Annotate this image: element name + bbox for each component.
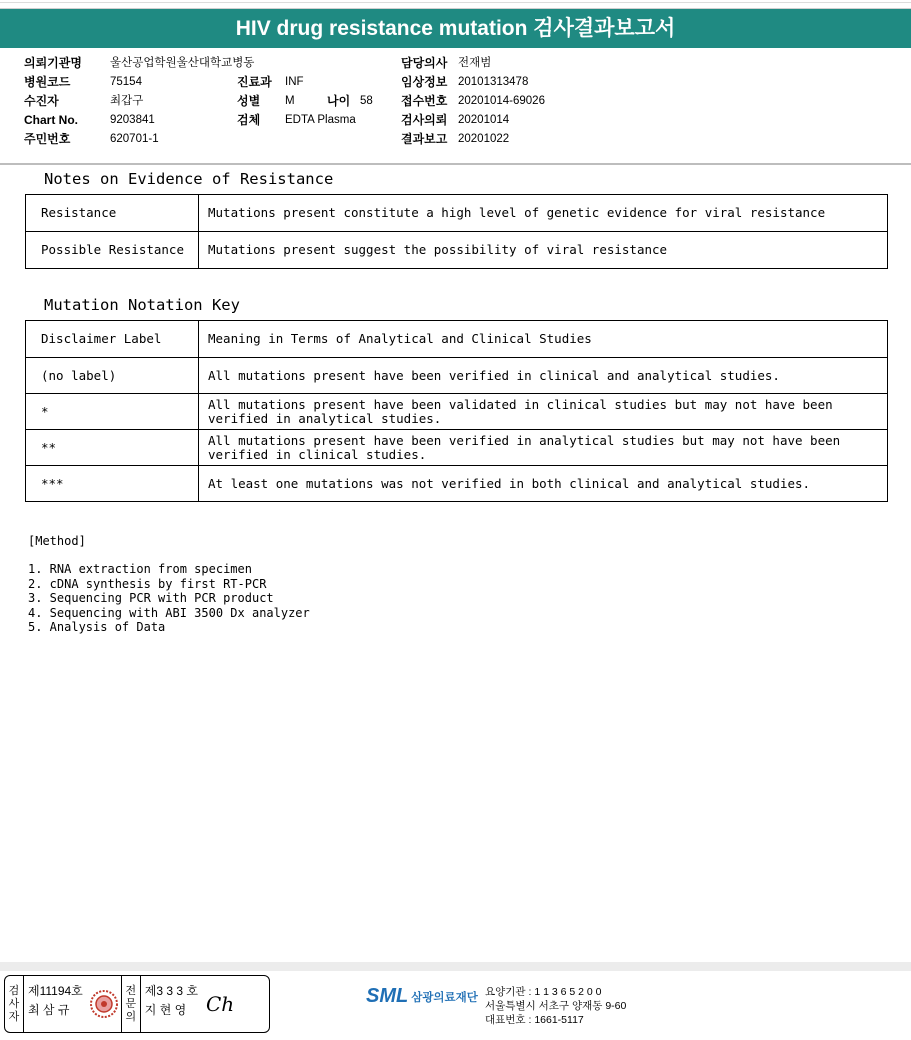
label-sex: 성별 bbox=[237, 94, 261, 108]
value-age: 58 bbox=[360, 95, 373, 107]
label-clinical-info: 임상정보 bbox=[401, 75, 448, 89]
seal-icon bbox=[87, 976, 122, 1032]
notation-text: All mutations present have been validated in clinical studies but may not have been verified in analytical studies. bbox=[199, 394, 888, 430]
notation-table bbox=[25, 320, 888, 502]
examiner-info bbox=[24, 976, 87, 1032]
specialist-name: 지 현 영 bbox=[144, 1003, 187, 1017]
notation-label: (no label) bbox=[26, 358, 199, 394]
table-row bbox=[26, 358, 888, 394]
org-phone: 대표번호 : 1661-5117 bbox=[485, 1014, 584, 1026]
notation-text: At least one mutations was not verified in both clinical and analytical studies. bbox=[199, 466, 888, 502]
value-patient: 최갑구 bbox=[110, 95, 144, 107]
notation-header-label: Disclaimer Label bbox=[26, 321, 199, 358]
sml-org-name: 삼광의료재단 bbox=[411, 991, 478, 1004]
value-sex: M bbox=[285, 95, 295, 107]
value-receipt-no: 20201014-69026 bbox=[458, 95, 545, 107]
table-row bbox=[26, 466, 888, 502]
evidence-label: Resistance bbox=[26, 195, 199, 232]
examiner-name: 최 삼 규 bbox=[28, 1003, 70, 1017]
value-clinical-info: 20101313478 bbox=[458, 76, 529, 88]
label-age: 나이 bbox=[327, 94, 351, 108]
method-step: 2. cDNA synthesis by first RT-PCR bbox=[28, 576, 267, 591]
label-receipt-no: 접수번호 bbox=[401, 94, 448, 108]
org-code: 요양기관 : 1 1 3 6 5 2 0 0 bbox=[485, 986, 602, 998]
signature-text: Ch bbox=[206, 992, 235, 1016]
value-department: INF bbox=[285, 76, 304, 88]
org-address: 서울특별시 서초구 양재동 9-60 bbox=[485, 1000, 627, 1012]
table-row bbox=[26, 430, 888, 466]
footer-band bbox=[0, 962, 911, 971]
sml-logo-mark: SML bbox=[366, 985, 409, 1007]
patient-info-col1 bbox=[24, 54, 254, 149]
table-row bbox=[26, 195, 888, 232]
method-step: 5. Analysis of Data bbox=[28, 620, 166, 635]
value-hospital-code: 75154 bbox=[110, 76, 142, 88]
notation-text: All mutations present have been verified in clinical and analytical studies. bbox=[199, 358, 888, 394]
report-title: HIV drug resistance mutation 검사결과보고서 bbox=[0, 8, 911, 48]
value-doctor: 전재범 bbox=[458, 57, 492, 69]
label-request-date: 검사의뢰 bbox=[401, 113, 448, 127]
specialist-license: 제3 3 3 호 bbox=[144, 984, 198, 998]
notation-text: All mutations present have been verified in analytical studies but may not have been verified in clinical studies. bbox=[199, 430, 888, 466]
patient-info-col3 bbox=[401, 54, 545, 149]
examiner-vertical-label: 검 사 자 bbox=[5, 976, 24, 1032]
label-doctor: 담당의사 bbox=[401, 56, 448, 70]
specialist-info bbox=[141, 976, 202, 1032]
patient-info-col2 bbox=[237, 73, 373, 130]
table-header-row bbox=[26, 321, 888, 358]
label-patient: 수진자 bbox=[24, 94, 59, 108]
value-report-date: 20201022 bbox=[458, 133, 510, 145]
org-info bbox=[485, 985, 626, 1027]
method-step: 4. Sequencing with ABI 3500 Dx analyzer bbox=[28, 605, 310, 620]
label-hospital-code: 병원코드 bbox=[24, 75, 71, 89]
label-chart-no: Chart No. bbox=[24, 113, 78, 127]
evidence-text: Mutations present constitute a high level of genetic evidence for viral resistance bbox=[199, 195, 888, 232]
evidence-text: Mutations present suggest the possibility of viral resistance bbox=[199, 232, 888, 269]
table-row bbox=[26, 232, 888, 269]
signature bbox=[202, 976, 234, 1032]
method-step: 1. RNA extraction from specimen bbox=[28, 562, 252, 577]
evidence-title: Notes on Evidence of Resistance bbox=[44, 170, 334, 188]
signature-box bbox=[4, 975, 270, 1033]
value-institution: 울산공업학원울산대학교병동 bbox=[110, 57, 255, 69]
label-resident-no: 주민번호 bbox=[24, 132, 71, 146]
evidence-table bbox=[25, 194, 888, 269]
method-section bbox=[28, 534, 310, 634]
notation-header-text: Meaning in Terms of Analytical and Clinical Studies bbox=[199, 321, 888, 358]
value-resident-no: 620701-1 bbox=[110, 133, 159, 145]
value-specimen: EDTA Plasma bbox=[285, 114, 356, 126]
table-row bbox=[26, 394, 888, 430]
value-request-date: 20201014 bbox=[458, 114, 510, 126]
label-department: 진료과 bbox=[237, 75, 272, 89]
label-report-date: 결과보고 bbox=[401, 132, 448, 146]
notation-label: * bbox=[26, 394, 199, 430]
method-step: 3. Sequencing PCR with PCR product bbox=[28, 591, 274, 606]
header-divider bbox=[0, 163, 911, 165]
label-institution: 의뢰기관명 bbox=[24, 56, 82, 70]
specialist-vertical-label: 전 문 의 bbox=[122, 976, 141, 1032]
sml-logo bbox=[366, 985, 478, 1008]
notation-label: ** bbox=[26, 430, 199, 466]
evidence-label: Possible Resistance bbox=[26, 232, 199, 269]
top-rule bbox=[0, 2, 911, 3]
notation-label: *** bbox=[26, 466, 199, 502]
label-specimen: 검체 bbox=[237, 113, 261, 127]
examiner-license: 제11194호 bbox=[28, 984, 83, 998]
notation-title: Mutation Notation Key bbox=[44, 296, 240, 314]
value-chart-no: 9203841 bbox=[110, 114, 155, 126]
method-title: [Method] bbox=[28, 534, 86, 548]
